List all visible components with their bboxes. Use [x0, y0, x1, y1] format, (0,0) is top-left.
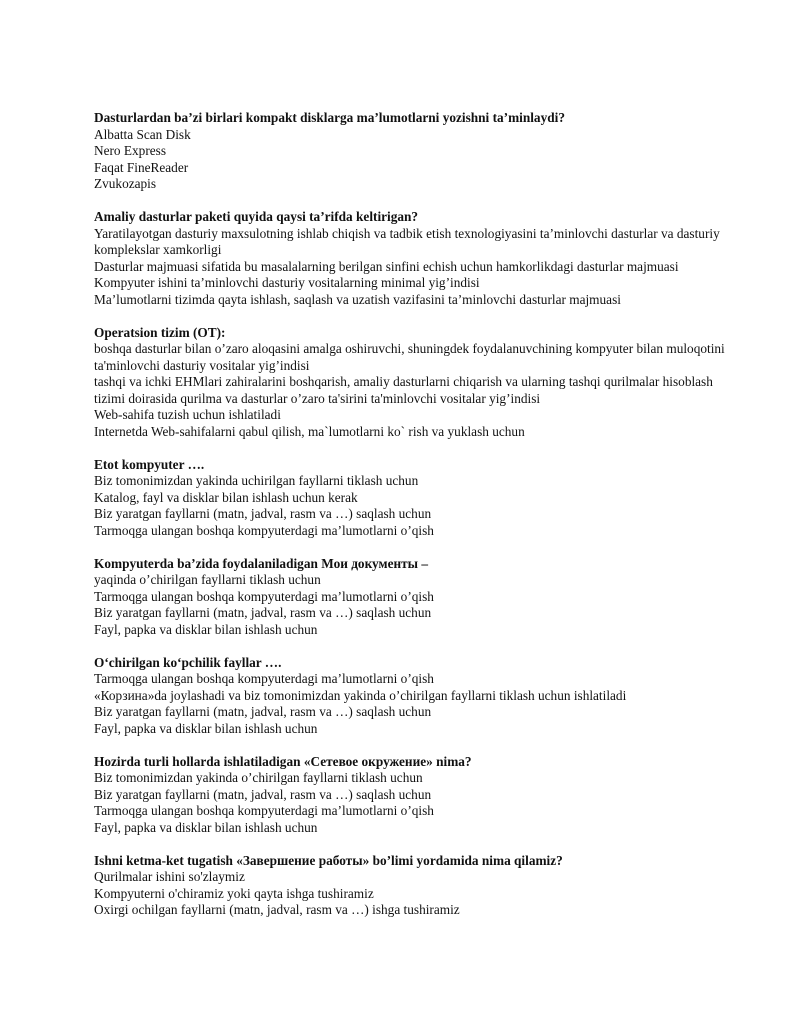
question-block: [94, 457, 734, 540]
question-title: Operatsion tizim (OT):: [94, 324, 226, 340]
question-block: [94, 325, 734, 441]
answer-option: Tarmoqga ulangan boshqa kompyuterdagi ma’lumotlarni o’qish: [94, 671, 434, 686]
answer-option: Biz yaratgan fayllarni (matn, jadval, rasm va …) saqlash uchun: [94, 786, 432, 802]
answer-option: yaqinda o’chirilgan fayllarni tiklash uchun: [94, 572, 321, 587]
question-block: [94, 556, 734, 639]
question-title: Hozirda turli hollarda ishlatiladigan «Сетевое окружение» nima?: [94, 753, 472, 769]
document-content: [94, 110, 734, 935]
answer-option: Fayl, papka va disklar bilan ishlash uchun: [94, 720, 318, 736]
question-block: [94, 209, 734, 308]
answer-option: Web-sahifa tuzish uchun ishlatiladi: [94, 407, 281, 422]
answer-option: Biz tomonimizdan yakinda o’chirilgan fayllarni tiklash uchun: [94, 770, 423, 785]
answer-option: Nero Express: [94, 143, 167, 158]
answer-option: Biz yaratgan fayllarni (matn, jadval, rasm va …) saqlash uchun: [94, 704, 432, 719]
answer-option: Kompyuter ishini ta’minlovchi dasturiy vositalarning minimal yig’indisi: [94, 275, 480, 290]
answer-option: Fayl, papka va disklar bilan ishlash uchun: [94, 819, 318, 835]
answer-option: Yaratilayotgan dasturiy maxsulotning ishlab chiqish va tadbik etish texnologiyasini ta’minlovchi dasturlar va dasturiy komplekslar xamkorligi: [94, 225, 720, 257]
question-title: O‘chirilgan ko‘pchilik fayllar ….: [94, 654, 282, 670]
answer-option: boshqa dasturlar bilan o’zaro aloqasini amalga oshiruvchi, shuningdek foydalanuvchining kompyuter bilan muloqotini ta'minlovchi dasturiy vositalar yig’indisi: [94, 341, 725, 373]
answer-option: Kompyuterni o'chiramiz yoki qayta ishga tushiramiz: [94, 885, 374, 901]
question-title: Kompyuterda ba’zida foydalaniladigan Мои документы –: [94, 555, 429, 571]
answer-option: Faqat FineReader: [94, 159, 189, 175]
answer-option: tashqi va ichki EHMlari zahiralarini boshqarish, amaliy dasturlarni chiqarish va ularning tashqi qurilmalar hisoblash tizimi doirasida qurilma va dasturlar o’zaro ta'sirini ta'minlovchi vositalar yig’indisi: [94, 374, 713, 406]
answer-option: Qurilmalar ishini so'zlaymiz: [94, 869, 245, 884]
answer-option: Tarmoqga ulangan boshqa kompyuterdagi ma’lumotlarni o’qish: [94, 588, 434, 604]
question-block: [94, 853, 734, 919]
answer-option: Biz yaratgan fayllarni (matn, jadval, rasm va …) saqlash uchun: [94, 605, 432, 620]
answer-option: Fayl, papka va disklar bilan ishlash uchun: [94, 621, 318, 637]
question-block: [94, 754, 734, 837]
answer-option: «Корзина»da joylashadi va biz tomonimizdan yakinda o’chirilgan fayllarni tiklash uchun ishlatiladi: [94, 687, 627, 703]
answer-option: Tarmoqga ulangan boshqa kompyuterdagi ma’lumotlarni o’qish: [94, 522, 434, 538]
question-title: Ishni ketma-ket tugatish «Завершение работы» bo’limi yordamida nima qilamiz?: [94, 852, 563, 868]
answer-option: Biz tomonimizdan yakinda uchirilgan fayllarni tiklash uchun: [94, 473, 419, 488]
answer-option: Katalog, fayl va disklar bilan ishlash uchun kerak: [94, 489, 358, 505]
question-block: [94, 655, 734, 738]
answer-option: Albatta Scan Disk: [94, 126, 191, 142]
question-title: Dasturlardan ba’zi birlari kompakt disklarga ma’lumotlarni yozishni ta’minlaydi?: [94, 110, 565, 125]
question-title: Amaliy dasturlar paketi quyida qaysi ta’rifda keltirigan?: [94, 209, 419, 224]
answer-option: Oxirgi ochilgan fayllarni (matn, jadval, rasm va …) ishga tushiramiz: [94, 902, 460, 917]
answer-option: Biz yaratgan fayllarni (matn, jadval, rasm va …) saqlash uchun: [94, 506, 432, 521]
question-title: Etot kompyuter ….: [94, 456, 205, 472]
answer-option: Tarmoqga ulangan boshqa kompyuterdagi ma’lumotlarni o’qish: [94, 803, 434, 818]
question-block: [94, 110, 734, 193]
answer-option: Ma’lumotlarni tizimda qayta ishlash, saqlash va uzatish vazifasini ta’minlovchi dasturlar majmuasi: [94, 291, 621, 307]
answer-option: Internetda Web-sahifalarni qabul qilish, ma`lumotlarni ko` rish va yuklash uchun: [94, 423, 525, 439]
answer-option: Dasturlar majmuasi sifatida bu masalalarning berilgan sinfini echish uchun hamkorlikdagi dasturlar majmuasi: [94, 258, 679, 274]
answer-option: Zvukozapis: [94, 176, 157, 191]
